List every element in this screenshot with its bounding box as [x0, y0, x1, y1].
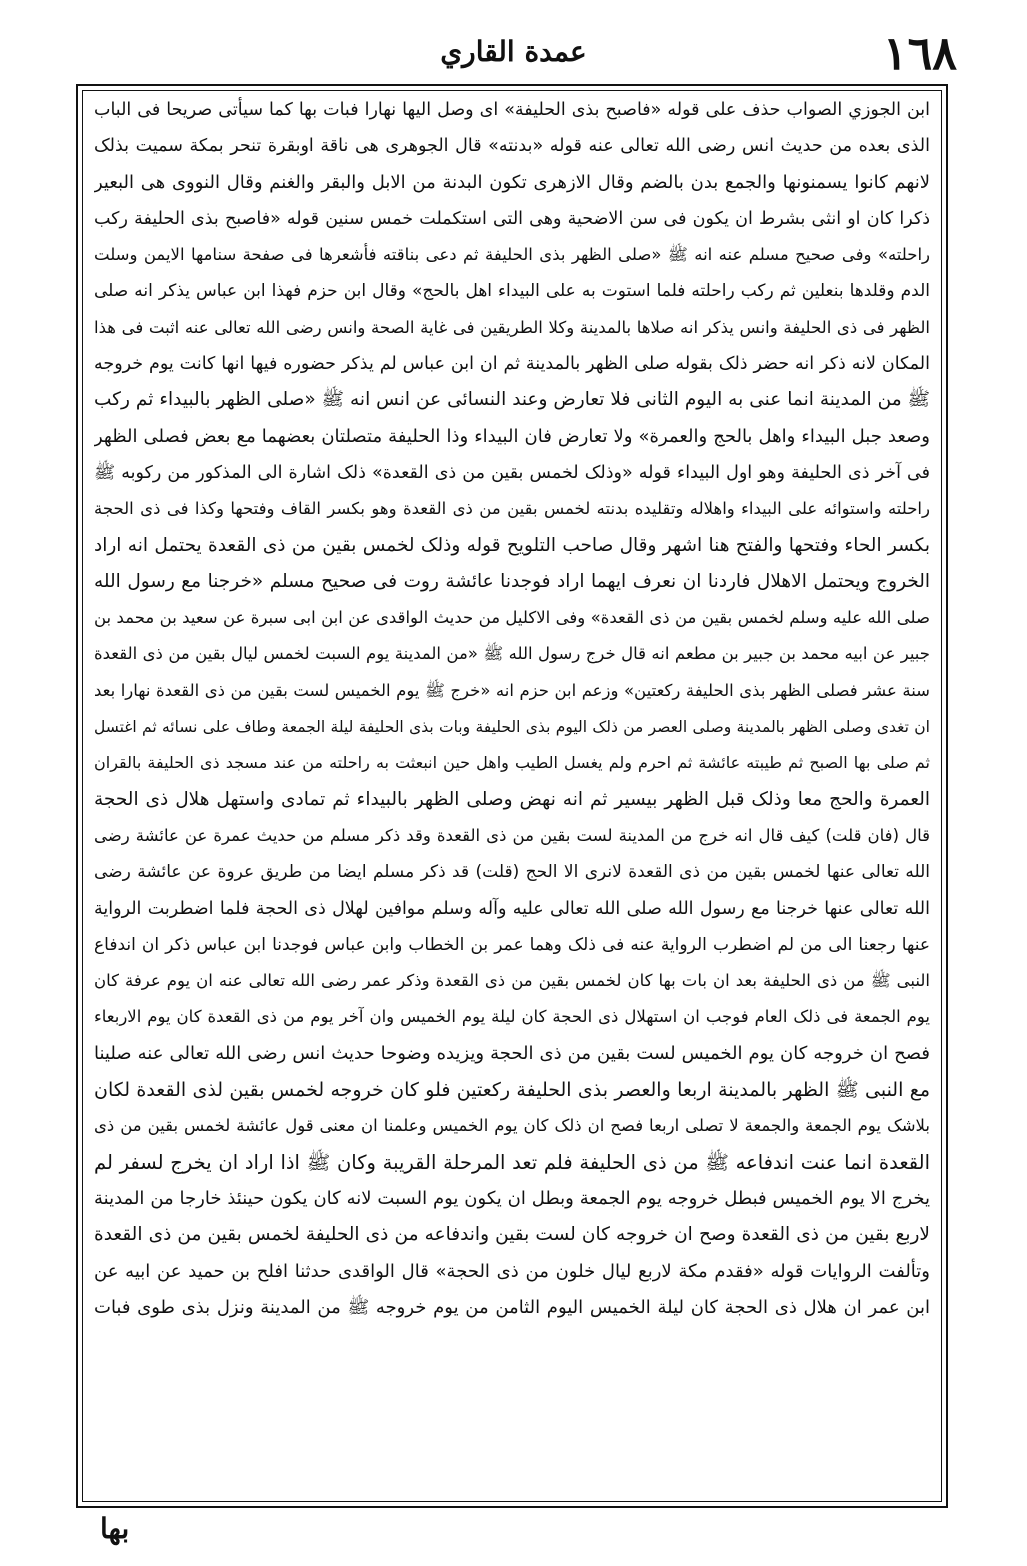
- text-line: الدم وقلدها بنعلین ثم رکب راحلته فلما استوت به علی البیداء اهل بالحج» وقال ابن حزم فهذا ابن عباس یذکر انه صلی: [94, 281, 930, 302]
- text-line: صلی الله علیه وسلم لخمس بقین من ذی القعدة» وفی الاکلیل من حدیث الواقدی عن ابن ابی سبرة عن سعید بن محمد بن: [94, 608, 930, 628]
- text-line: ثم صلی بها الصبح ثم طیبته عائشة ثم احرم ولم یغسل الطیب واهل حین انبعثت به راحلته من عند مسجد ذی الحلیفة بالقران: [94, 753, 930, 773]
- text-line: راحلته واستوائه علی البیداء واهلاله وتقلیده بدنته لخمس بقین من ذی القعدة وهو بکسر القاف وفتحها وکذا فی ذی الحجة: [94, 499, 930, 519]
- running-title: عمدة القاري: [440, 35, 587, 68]
- page-number: ١٦٨: [882, 26, 957, 80]
- text-line: فی آخر ذی الحلیفة وهو اول البیداء قوله «وذلک لخمس بقین من ذی القعدة» ذلک اشارة الی المذکور من رکوبه ﷺ: [94, 462, 930, 483]
- text-line: ان تغدی وصلی الظهر بالمدینة وصلی العصر من ذلک الیوم بذی الحلیفة وبات بذی الحلیفة لیلة الجمعة وطاف علی نسائه ثم اغتسل: [94, 718, 930, 737]
- catchword: بها: [100, 1512, 130, 1545]
- text-line: سنة عشر فصلی الظهر بذی الحلیفة رکعتین» وزعم ابن حزم انه «خرج ﷺ یوم الخمیس لست بقین من ذی القعدة نهارا بعد: [94, 680, 930, 700]
- text-line: راحلته» وفی صحیح مسلم عنه انه ﷺ «صلی الظهر بذی الحلیفة ثم دعی بناقته فأشعرها فی صفحة سنامها الایمن وسلت: [94, 245, 930, 265]
- text-line: عنها رجعنا الی من لم اضطرب الروایة عنه فی ذلک وهما عمر بن الخطاب وابن عباس فوجدنا ابن عباس ذکر ان اندفاع: [94, 934, 930, 955]
- text-line: الله تعالی عنها لخمس بقین من ذی القعدة لانری الا الحج (قلت) قد ذکر مسلم ایضا من طریق عروة عن عائشة رضی: [94, 862, 930, 883]
- text-line: الله تعالی عنها خرجنا مع رسول الله صلی الله تعالی علیه وآله وسلم موافین لهلال ذی الحجة فلما اضطربت الروایة: [94, 898, 930, 919]
- text-line: قال (فان قلت) کیف قال انه خرج من المدینة لست بقین من ذی القعدة وقد ذکر مسلم من حدیث عمرة عن عائشة رضی: [94, 825, 930, 845]
- text-line: النبی ﷺ من ذی الحلیفة بعد ان بات بها کان لخمس بقین من ذی القعدة وذکر عمر رضی الله تعالی عنه ان یوم عرفة کان: [94, 971, 930, 991]
- text-line: یوم الجمعة فی ذلک العام فوجب ان استهلال ذی الحجة کان لیلة یوم الخمیس وان آخر یوم من ذی القعدة کان یوم الاربعاء: [94, 1007, 930, 1027]
- text-line: لاربع بقین من ذی القعدة وصح ان خروجه کان لست بقین واندفاعه من ذی الحلیفة لخمس بقین من ذی القعدة: [94, 1224, 930, 1246]
- text-line: وتألفت الروایات قوله «فقدم مکة لاربع لیال خلون من ذی الحجة» قال الواقدی حدثنا افلح بن حمید عن ابیه عن: [94, 1260, 930, 1282]
- body-text: [94, 92, 930, 1502]
- text-line: وصعد جبل البیداء واهل بالحج والعمرة» ولا تعارض فان البیداء وذا الحلیفة متصلتان بعضهما مع بعض فصلی الظهر: [94, 425, 930, 447]
- text-line: لانهم کانوا یسمنونها والجمع بدن بالضم وقال الازهری تکون البدنة من الابل والبقر والغنم وقال النووی هی البعیر: [94, 171, 930, 193]
- text-line: القعدة انما عنت اندفاعه ﷺ من ذی الحلیفة فلم تعد المرحلة القریبة وکان ﷺ اذا اراد ان یخرج لسفر لم: [94, 1150, 930, 1174]
- text-line: الخروج ویحتمل الاهلال فاردنا ان نعرف ایهما اراد فوجدنا عائشة روت فی صحیح مسلم «خرجنا مع رسول الله: [94, 570, 930, 592]
- text-line: ذکرا کان او انثی بشرط ان یکون فی سن الاضحیة وهی التی استکملت خمس سنین قوله «فاصبح بذی الحلیفة رکب: [94, 208, 930, 229]
- text-line: فصح ان خروجه کان یوم الخمیس لست بقین من ذی الحجة ویزیده وضوحا حدیث انس رضی الله تعالی عنه صلینا: [94, 1042, 930, 1064]
- text-line: مع النبی ﷺ الظهر بالمدینة اربعا والعصر بذی الحلیفة رکعتین فلو کان خروجه لخمس بقین لذی القعدة لکان: [94, 1079, 930, 1102]
- text-line: الذی بعده من حدیث انس رضی الله تعالی عنه قوله «بدنته» قال الجوهری هی ناقة اوبقرة تنحر بمکة سمیت بذلک: [94, 136, 930, 157]
- text-line: الظهر فی ذی الحلیفة وانس یذکر انه صلاها بالمدینة وکلا الطریقین فی غایة الصحة وانس رضی الله تعالی عنه اثبت فی هذا: [94, 317, 930, 337]
- text-line: بکسر الحاء وفتحها والفتح هنا اشهر وقال صاحب التلویح قوله وذلک لخمس بقین من ذی القعدة یحتمل انه اراد: [94, 534, 930, 556]
- text-line: جبیر عن ابیه محمد بن جبیر بن مطعم انه قال خرج رسول الله ﷺ «من المدینة یوم السبت لخمس لیال بقین من ذی القعدة: [94, 644, 930, 664]
- text-line: ابن الجوزي الصواب حذف علی قوله «فاصبح بذی الحلیفة» ای وصل الیها نهارا فبات بها کما سیأتی صریحا فی الباب: [94, 100, 930, 120]
- page-header: [60, 22, 967, 82]
- text-line: بلاشک یوم الجمعة والجمعة لا تصلی اربعا فصح ان ذلک کان یوم الخمیس وعلمنا ان معنی قول عائشة لخمس بقین من ذی: [94, 1116, 930, 1136]
- text-line: المکان لانه ذکر انه حضر ذلک بقوله صلی الظهر بالمدینة ثم ان ابن عباس لم یذکر حضوره فیها انها کانت یوم خروجه: [94, 354, 930, 375]
- text-line: ابن عمر ان هلال ذی الحجة کان لیلة الخمیس الیوم الثامن من یوم خروجه ﷺ من المدینة ونزل بذی طوی فبات: [94, 1296, 930, 1318]
- text-line: ﷺ من المدینة انما عنی به الیوم الثانی فلا تعارض وعند النسائی عن انس انه ﷺ «صلی الظهر بالبیداء ثم رکب: [94, 389, 930, 411]
- text-line: العمرة والحج معا وذلک قبل الظهر بیسیر ثم انه نهض وصلی الظهر بالبیداء ثم تمادی واستهل هلال ذی الحجة: [94, 788, 930, 810]
- text-line: یخرج الا یوم الخمیس فبطل خروجه یوم الجمعة وبطل ان یکون یوم السبت لانه کان یکون حینئذ خارجا من المدینة: [94, 1187, 930, 1209]
